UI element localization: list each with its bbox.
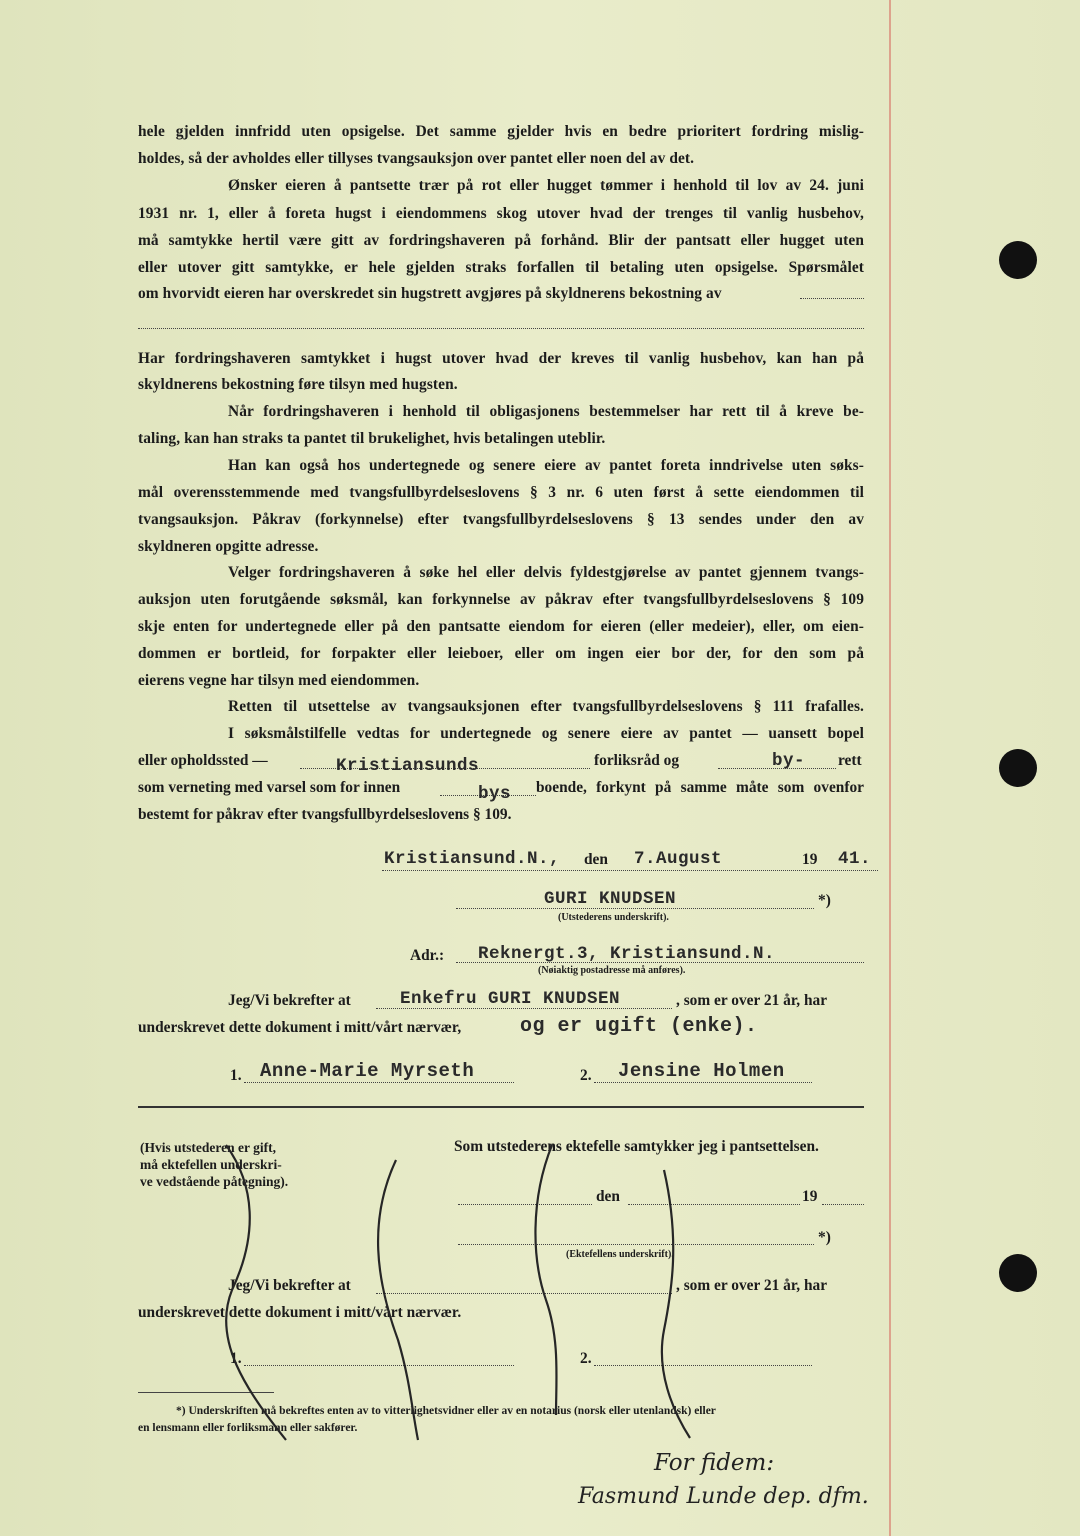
- spouse-confirm-end: , som er over 21 år, har: [676, 1277, 828, 1294]
- spouse-witness-number-1: 1.: [230, 1350, 242, 1367]
- typed-witness-2: Jensine Holmen: [618, 1060, 785, 1082]
- footnote-line: *) Underskriften må bekreftes enten av to vitterlighetsvidner eller av en notarius (norsk eller utenlandsk) eller: [176, 1405, 716, 1417]
- spouse-caption: (Ektefellens underskrift).: [566, 1249, 674, 1260]
- text-fragment: boende, forkynt på samme måte som ovenfor: [536, 779, 864, 796]
- typed-place: Kristiansund.N.,: [384, 849, 561, 869]
- typed-witness-1: Anne-Marie Myrseth: [260, 1060, 475, 1082]
- typed-marital-status: og er ugift (enke).: [520, 1015, 758, 1038]
- year-prefix: 19: [802, 851, 818, 868]
- text-line: skyldneren opgitte adresse.: [138, 538, 319, 555]
- confirm-text: Jeg/Vi bekrefter at: [228, 992, 351, 1009]
- text-line: Retten til utsettelse av tvangsauksjonen efter tvangsfullbyrdelseslovens § 111 frafalles.: [228, 698, 864, 715]
- text-line: tvangsauksjon. Påkrav (forkynnelse) efter tvangsfullbyrdelseslovens § 13 sendes under den av: [138, 511, 864, 528]
- text-line: I søksmålstilfelle vedtas for undertegnede og senere eiere av pantet — uansett bopel: [228, 725, 864, 742]
- text-line: auksjon uten forutgående søksmål, kan forkynnelse av påkrav efter tvangsfullbyrdelseslovens § 109: [138, 591, 864, 608]
- text-line: skyldnerens bekostning føre tilsyn med hugsten.: [138, 376, 458, 393]
- text-line: hele gjelden innfridd uten opsigelse. Det samme gjelder hvis en bedre prioritert fordring mislig-: [138, 123, 864, 140]
- witness-number-1: 1.: [230, 1067, 242, 1084]
- text-fragment: som verneting med varsel som for innen: [138, 779, 401, 796]
- signed-line: underskrevet dette dokument i mitt/vårt nærvær,: [138, 1019, 462, 1036]
- spouse-note-line: (Hvis utstederen er gift,: [140, 1140, 276, 1155]
- spouse-year-prefix: 19: [802, 1188, 818, 1205]
- handwritten-signature: Fasmund Lunde dep. dfm.: [578, 1484, 869, 1509]
- handwritten-attestation: For fidem:: [654, 1450, 775, 1476]
- text-line: eller utover gitt samtykke, er hele gjelden straks forfallen til betaling uten opsigelse. Spørsmålet: [138, 259, 864, 276]
- text-line: taling, kan han straks ta pantet til brukelighet, hvis betalingen uteblir.: [138, 430, 606, 447]
- text-line: skje enten for undertegnede eller på den pantsatte eiendom for eieren (eller medeier), eller, om eien-: [138, 618, 864, 635]
- typed-year: 41.: [838, 849, 872, 869]
- typed-address: Reknergt.3, Kristiansund.N.: [478, 944, 776, 964]
- text-line: om hvorvidt eieren har overskredet sin hugstrett avgjøres på skyldnerens bekostning av: [138, 285, 722, 302]
- text-line: Han kan også hos undertegnede og senere eiere av pantet foreta inndrivelse uten søks-: [228, 457, 864, 474]
- typed-rett: by-: [772, 751, 806, 771]
- typed-innen: bys: [478, 784, 512, 804]
- text-fragment: forliksråd og: [594, 752, 680, 769]
- spouse-mark: *): [818, 1229, 831, 1246]
- text-line: Har fordringshaveren samtykket i hugst utover hvad der kreves til vanlig husbehov, kan han på: [138, 350, 864, 367]
- typed-forliksrad: Kristiansunds: [336, 756, 480, 776]
- text-line: 1931 nr. 1, eller å foreta hugst i eiendommens skog utover hvad der trenges til vanlig husbehov,: [138, 205, 864, 222]
- spouse-confirm-text: Jeg/Vi bekrefter at: [228, 1277, 351, 1294]
- spouse-note-line: ve vedstående påtegning).: [140, 1174, 289, 1189]
- spouse-note-line: må ektefellen underskri-: [140, 1157, 282, 1172]
- text-line: eierens vegne har tilsyn med eiendommen.: [138, 672, 420, 689]
- text-fragment: eller opholdssted —: [138, 752, 268, 769]
- text-line: Velger fordringshaveren å søke hel eller delvis fyldestgjørelse av pantet gjennem tvangs-: [228, 564, 864, 581]
- footnote-line: en lensmann eller forliksmann eller sakfører.: [138, 1422, 358, 1434]
- text-line: mål overensstemmende med tvangsfullbyrdelseslovens § 3 nr. 6 uten først å sette eiendommen til: [138, 484, 864, 501]
- typed-date: 7.August: [634, 849, 723, 869]
- text-line: Når fordringshaveren i henhold til obligasjonens bestemmelser har rett til å kreve be-: [228, 403, 864, 420]
- spouse-den-label: den: [596, 1188, 620, 1205]
- text-fragment: rett: [838, 752, 862, 769]
- spouse-consent: Som utstederens ektefelle samtykker jeg i pantsettelsen.: [454, 1138, 819, 1155]
- den-label: den: [584, 851, 608, 868]
- adr-label: Adr.:: [410, 947, 445, 964]
- text-line: Ønsker eieren å pantsette trær på rot eller hugget tømmer i henhold til lov av 24. juni: [228, 177, 864, 194]
- address-caption: (Nøiaktig postadresse må anføres).: [538, 965, 686, 976]
- spouse-signed-line: underskrevet dette dokument i mitt/vårt nærvær.: [138, 1304, 462, 1321]
- text-line: bestemt for påkrav efter tvangsfullbyrdelseslovens § 109.: [138, 806, 512, 823]
- witness-number-2: 2.: [580, 1067, 592, 1084]
- typed-witnessed-name: Enkefru GURI KNUDSEN: [400, 989, 621, 1009]
- text-line: dommen er bortleid, for forpakter eller leieboer, eller om ingen eier bor der, for den som på: [138, 645, 864, 662]
- typed-issuer: GURI KNUDSEN: [544, 889, 677, 909]
- text-line: må samtykke hertil være gitt av fordringshaveren på forhånd. Blir der pantsatt eller hugget uten: [138, 232, 864, 249]
- issuer-caption: (Utstederens underskrift).: [558, 912, 669, 923]
- spouse-witness-number-2: 2.: [580, 1350, 592, 1367]
- issuer-mark: *): [818, 892, 831, 909]
- confirm-text-end: , som er over 21 år, har: [676, 992, 828, 1009]
- text-line: holdes, så der avholdes eller tillyses tvangsauksjon over pantet eller noen del av det.: [138, 150, 695, 167]
